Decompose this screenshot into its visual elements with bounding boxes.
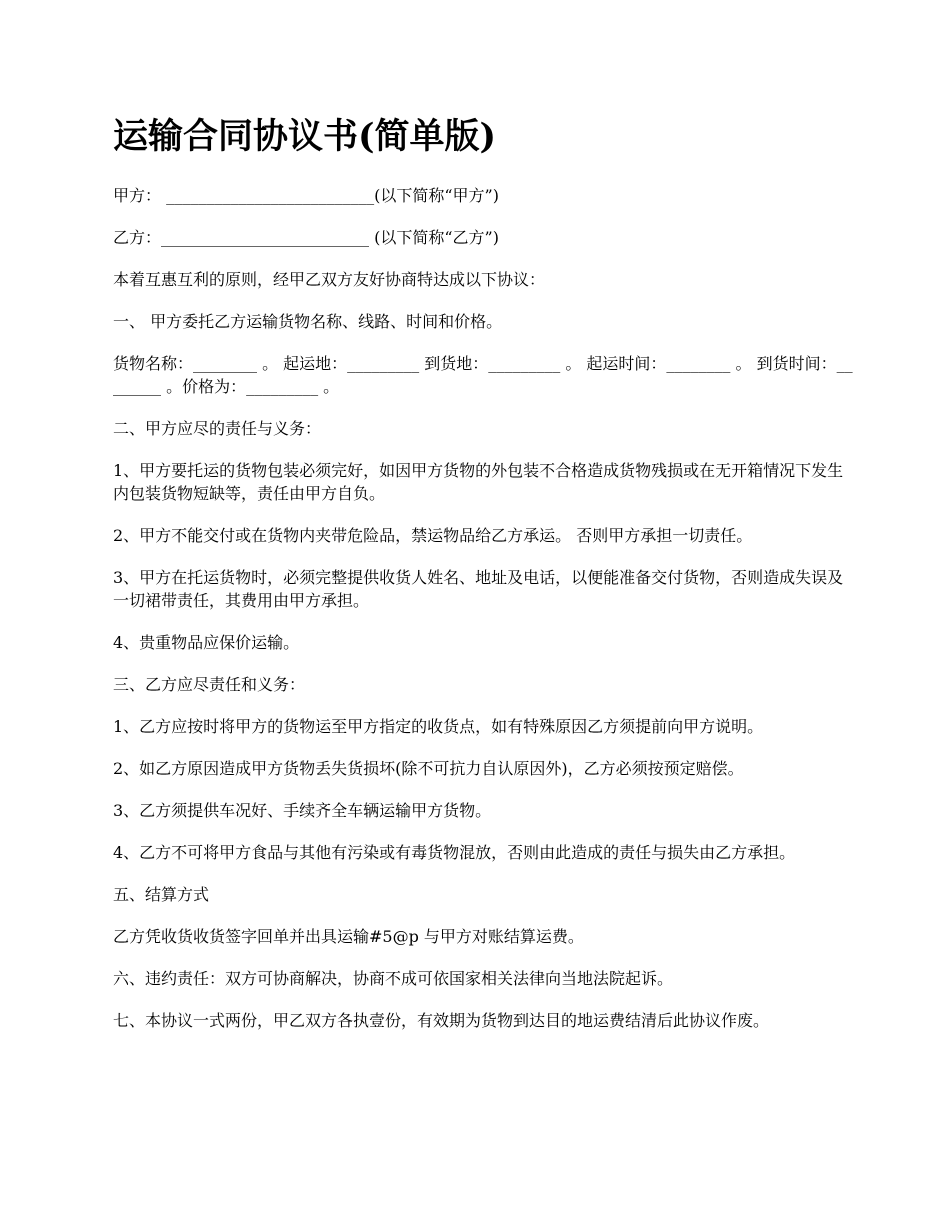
section-3-clause-4: 4、乙方不可将甲方食品与其他有污染或有毒货物混放，否则由此造成的责任与损失由乙方承担。 [113, 843, 796, 862]
document-title: 运输合同协议书(简单版) [113, 116, 497, 157]
section-7-validity: 七、本协议一式两份，甲乙双方各执壹份，有效期为货物到达目的地运费结清后此协议作废。 [113, 1011, 770, 1030]
section-2-clause-1: 1、甲方要托运的货物包装必须完好，如因甲方货物的外包装不合格造成货物残损或在无开箱情况下发生内包装货物短缺等，责任由甲方自负。 [113, 461, 844, 503]
section-3-heading: 三、乙方应尽责任和义务： [113, 675, 306, 694]
document-page [113, 112, 853, 1051]
section-1-heading: 一、 甲方委托乙方运输货物名称、线路、时间和价格。 [113, 312, 503, 331]
preamble: 本着互惠互利的原则，经甲乙双方友好协商特达成以下协议： [113, 270, 546, 289]
section-2-clause-2: 2、甲方不能交付或在货物内夹带危险品，禁运物品给乙方承运。 否则甲方承担一切责任。 [113, 526, 753, 545]
section-3-clause-3: 3、乙方须提供车况好、手续齐全车辆运输甲方货物。 [113, 801, 492, 820]
settlement-text: 乙方凭收货收货签字回单并出具运输#5@p 与甲方对账结算运费。 [113, 927, 584, 946]
party-b-line: 乙方：__________________________ (以下简称“乙方”) [113, 228, 499, 247]
section-6-liability: 六、违约责任：双方可协商解决，协商不成可依国家相关法律向当地法院起诉。 [113, 969, 674, 988]
section-2-clause-3: 3、甲方在托运货物时，必须完整提供收货人姓名、地址及电话，以便能准备交付货物，否则造成失误及一切裙带责任，其费用由甲方承担。 [113, 568, 844, 610]
section-2-clause-4: 4、贵重物品应保价运输。 [113, 633, 300, 652]
party-a-line: 甲方： __________________________(以下简称“甲方”) [113, 186, 499, 205]
cargo-details: 货物名称：________ 。 起运地：_________ 到货地：_________ 。 起运时间：________ 。 到货时间：________ 。价格为：_________ 。 [113, 354, 853, 396]
section-3-clause-2: 2、如乙方原因造成甲方货物丢失货损坏(除不可抗力自认原因外)，乙方必须按预定赔偿。 [113, 759, 744, 778]
section-2-heading: 二、甲方应尽的责任与义务： [113, 419, 322, 438]
section-3-clause-1: 1、乙方应按时将甲方的货物运至甲方指定的收货点，如有特殊原因乙方须提前向甲方说明。 [113, 717, 764, 736]
section-5-heading: 五、结算方式 [113, 885, 210, 904]
